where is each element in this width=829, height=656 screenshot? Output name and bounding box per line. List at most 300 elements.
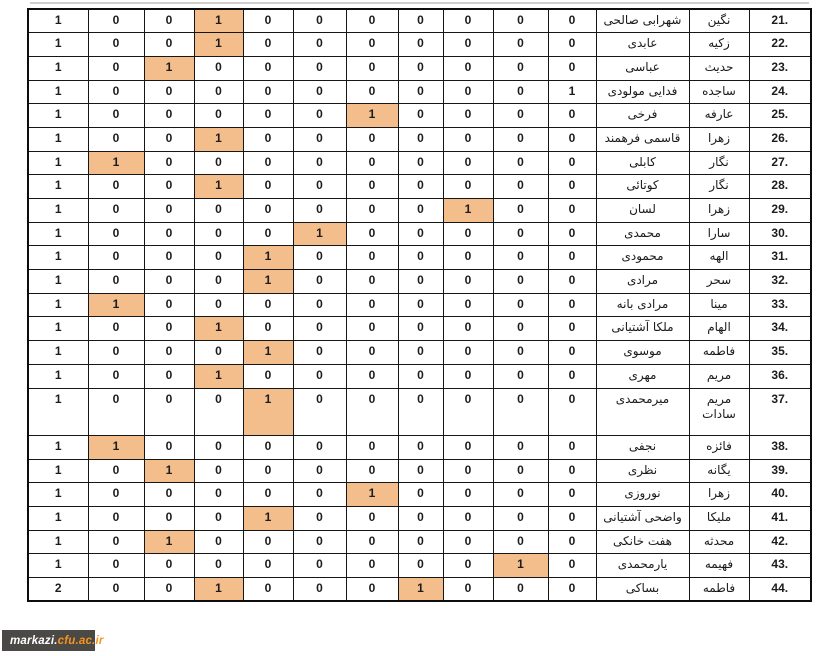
value-cell: 1 bbox=[28, 175, 88, 199]
value-cell: 0 bbox=[194, 483, 243, 507]
value-cell: 0 bbox=[443, 9, 493, 33]
row-number-cell: 22. bbox=[749, 33, 811, 57]
value-cell: 0 bbox=[243, 483, 293, 507]
value-cell: 0 bbox=[88, 530, 144, 554]
value-cell: 0 bbox=[293, 9, 346, 33]
table-row bbox=[28, 104, 811, 128]
value-cell: 1 bbox=[293, 222, 346, 246]
value-cell: 1 bbox=[346, 104, 398, 128]
family-name-cell: کابلی bbox=[596, 151, 689, 175]
value-cell: 0 bbox=[243, 578, 293, 602]
value-cell: 0 bbox=[443, 364, 493, 388]
value-cell: 0 bbox=[243, 435, 293, 459]
value-cell: 0 bbox=[346, 9, 398, 33]
value-cell: 0 bbox=[493, 80, 548, 104]
value-cell: 1 bbox=[194, 9, 243, 33]
value-cell: 0 bbox=[548, 578, 596, 602]
row-number-cell: 32. bbox=[749, 270, 811, 294]
family-name-cell: فرخی bbox=[596, 104, 689, 128]
value-cell: 0 bbox=[293, 459, 346, 483]
value-cell: 0 bbox=[293, 33, 346, 57]
family-name-cell: مهری bbox=[596, 364, 689, 388]
value-cell: 0 bbox=[548, 317, 596, 341]
value-cell: 0 bbox=[88, 270, 144, 294]
value-cell: 0 bbox=[194, 530, 243, 554]
value-cell: 0 bbox=[144, 578, 194, 602]
row-number-cell: 27. bbox=[749, 151, 811, 175]
family-name-cell: محمودی bbox=[596, 246, 689, 270]
value-cell: 0 bbox=[88, 388, 144, 435]
first-name-cell: ملیکا bbox=[689, 506, 749, 530]
value-cell: 0 bbox=[548, 459, 596, 483]
value-cell: 0 bbox=[243, 293, 293, 317]
first-name-cell: فاطمه bbox=[689, 341, 749, 365]
row-number-cell: 40. bbox=[749, 483, 811, 507]
value-cell: 0 bbox=[398, 388, 443, 435]
table-row bbox=[28, 9, 811, 33]
value-cell: 1 bbox=[28, 127, 88, 151]
value-cell: 1 bbox=[548, 80, 596, 104]
value-cell: 1 bbox=[28, 554, 88, 578]
value-cell: 0 bbox=[243, 33, 293, 57]
value-cell: 0 bbox=[194, 104, 243, 128]
value-cell: 0 bbox=[293, 293, 346, 317]
value-cell: 0 bbox=[346, 80, 398, 104]
value-cell: 0 bbox=[443, 578, 493, 602]
family-name-cell: یارمحمدی bbox=[596, 554, 689, 578]
family-name-cell: هفت خانکی bbox=[596, 530, 689, 554]
value-cell: 0 bbox=[88, 364, 144, 388]
value-cell: 0 bbox=[398, 506, 443, 530]
value-cell: 0 bbox=[293, 317, 346, 341]
value-cell: 0 bbox=[194, 246, 243, 270]
scan-edge-artifact bbox=[30, 2, 809, 4]
value-cell: 1 bbox=[28, 293, 88, 317]
value-cell: 0 bbox=[194, 506, 243, 530]
value-cell: 0 bbox=[493, 388, 548, 435]
table-row bbox=[28, 364, 811, 388]
value-cell: 0 bbox=[194, 341, 243, 365]
value-cell: 0 bbox=[243, 222, 293, 246]
value-cell: 1 bbox=[194, 127, 243, 151]
value-cell: 0 bbox=[398, 33, 443, 57]
value-cell: 0 bbox=[144, 293, 194, 317]
value-cell: 0 bbox=[88, 554, 144, 578]
value-cell: 1 bbox=[443, 199, 493, 223]
value-cell: 0 bbox=[243, 151, 293, 175]
family-name-cell: کوتائی bbox=[596, 175, 689, 199]
value-cell: 1 bbox=[28, 341, 88, 365]
table-row bbox=[28, 33, 811, 57]
value-cell: 0 bbox=[493, 270, 548, 294]
row-number-cell: 21. bbox=[749, 9, 811, 33]
value-cell: 0 bbox=[144, 199, 194, 223]
value-cell: 0 bbox=[398, 127, 443, 151]
row-number-cell: 26. bbox=[749, 127, 811, 151]
value-cell: 0 bbox=[346, 270, 398, 294]
family-name-cell: شهرابی صالحی bbox=[596, 9, 689, 33]
value-cell: 0 bbox=[346, 554, 398, 578]
family-name-cell: فدایی مولودی bbox=[596, 80, 689, 104]
value-cell: 0 bbox=[548, 9, 596, 33]
value-cell: 0 bbox=[88, 9, 144, 33]
value-cell: 0 bbox=[293, 530, 346, 554]
value-cell: 0 bbox=[548, 483, 596, 507]
value-cell: 1 bbox=[28, 317, 88, 341]
family-name-cell: قاسمی فرهمند bbox=[596, 127, 689, 151]
row-number-cell: 39. bbox=[749, 459, 811, 483]
family-name-cell: محمدی bbox=[596, 222, 689, 246]
value-cell: 0 bbox=[548, 56, 596, 80]
first-name-cell: سحر bbox=[689, 270, 749, 294]
table-row bbox=[28, 459, 811, 483]
table-row bbox=[28, 341, 811, 365]
value-cell: 0 bbox=[243, 530, 293, 554]
value-cell: 1 bbox=[28, 388, 88, 435]
value-cell: 0 bbox=[194, 388, 243, 435]
value-cell: 0 bbox=[346, 388, 398, 435]
value-cell: 0 bbox=[493, 199, 548, 223]
value-cell: 0 bbox=[548, 33, 596, 57]
row-number-cell: 23. bbox=[749, 56, 811, 80]
value-cell: 0 bbox=[144, 435, 194, 459]
value-cell: 1 bbox=[28, 246, 88, 270]
value-cell: 0 bbox=[194, 270, 243, 294]
value-cell: 0 bbox=[443, 222, 493, 246]
row-number-cell: 41. bbox=[749, 506, 811, 530]
family-name-cell: ملکا آشتیانی bbox=[596, 317, 689, 341]
value-cell: 0 bbox=[346, 127, 398, 151]
value-cell: 0 bbox=[293, 127, 346, 151]
value-cell: 0 bbox=[398, 175, 443, 199]
value-cell: 0 bbox=[144, 104, 194, 128]
value-cell: 0 bbox=[293, 151, 346, 175]
value-cell: 0 bbox=[194, 435, 243, 459]
family-name-cell: موسوی bbox=[596, 341, 689, 365]
value-cell: 0 bbox=[88, 104, 144, 128]
value-cell: 0 bbox=[493, 222, 548, 246]
value-cell: 0 bbox=[443, 388, 493, 435]
value-cell: 0 bbox=[293, 80, 346, 104]
value-cell: 0 bbox=[493, 506, 548, 530]
value-cell: 0 bbox=[493, 9, 548, 33]
value-cell: 0 bbox=[398, 80, 443, 104]
value-cell: 0 bbox=[293, 56, 346, 80]
value-cell: 0 bbox=[293, 483, 346, 507]
table-body bbox=[28, 9, 811, 601]
value-cell: 0 bbox=[493, 578, 548, 602]
value-cell: 0 bbox=[398, 151, 443, 175]
row-number-cell: 34. bbox=[749, 317, 811, 341]
value-cell: 0 bbox=[88, 578, 144, 602]
value-cell: 0 bbox=[548, 364, 596, 388]
value-cell: 0 bbox=[243, 175, 293, 199]
value-cell: 1 bbox=[28, 483, 88, 507]
value-cell: 0 bbox=[88, 459, 144, 483]
value-cell: 0 bbox=[346, 293, 398, 317]
value-cell: 0 bbox=[88, 506, 144, 530]
value-cell: 0 bbox=[144, 246, 194, 270]
value-cell: 0 bbox=[443, 33, 493, 57]
first-name-cell: سارا bbox=[689, 222, 749, 246]
value-cell: 0 bbox=[443, 435, 493, 459]
value-cell: 0 bbox=[493, 33, 548, 57]
value-cell: 0 bbox=[144, 9, 194, 33]
family-name-cell: بساکی bbox=[596, 578, 689, 602]
value-cell: 0 bbox=[194, 293, 243, 317]
first-name-cell: عارفه bbox=[689, 104, 749, 128]
value-cell: 0 bbox=[443, 104, 493, 128]
value-cell: 1 bbox=[28, 104, 88, 128]
value-cell: 1 bbox=[144, 530, 194, 554]
table-row bbox=[28, 270, 811, 294]
value-cell: 0 bbox=[144, 270, 194, 294]
value-cell: 1 bbox=[194, 33, 243, 57]
table-row bbox=[28, 151, 811, 175]
family-name-cell: نظری bbox=[596, 459, 689, 483]
value-cell: 0 bbox=[243, 554, 293, 578]
table-row bbox=[28, 246, 811, 270]
first-name-cell: فاطمه bbox=[689, 578, 749, 602]
value-cell: 0 bbox=[493, 435, 548, 459]
value-cell: 0 bbox=[443, 80, 493, 104]
value-cell: 1 bbox=[28, 33, 88, 57]
value-cell: 0 bbox=[293, 175, 346, 199]
value-cell: 0 bbox=[493, 483, 548, 507]
value-cell: 0 bbox=[144, 175, 194, 199]
first-name-cell: ساجده bbox=[689, 80, 749, 104]
family-name-cell: میرمحمدی bbox=[596, 388, 689, 435]
first-name-cell: محدثه bbox=[689, 530, 749, 554]
first-name-cell: یگانه bbox=[689, 459, 749, 483]
table-row bbox=[28, 317, 811, 341]
value-cell: 0 bbox=[194, 56, 243, 80]
first-name-cell: فائزه bbox=[689, 435, 749, 459]
value-cell: 0 bbox=[548, 341, 596, 365]
value-cell: 0 bbox=[243, 364, 293, 388]
first-name-cell: فهیمه bbox=[689, 554, 749, 578]
value-cell: 0 bbox=[88, 317, 144, 341]
value-cell: 0 bbox=[346, 364, 398, 388]
family-name-cell: لسان bbox=[596, 199, 689, 223]
value-cell: 0 bbox=[144, 388, 194, 435]
value-cell: 1 bbox=[28, 151, 88, 175]
first-name-cell: زهرا bbox=[689, 127, 749, 151]
value-cell: 1 bbox=[88, 293, 144, 317]
table-row bbox=[28, 388, 811, 435]
family-name-cell: عباسی bbox=[596, 56, 689, 80]
value-cell: 0 bbox=[493, 530, 548, 554]
value-cell: 0 bbox=[443, 56, 493, 80]
value-cell: 0 bbox=[493, 104, 548, 128]
first-name-cell: زکیه bbox=[689, 33, 749, 57]
value-cell: 0 bbox=[443, 317, 493, 341]
value-cell: 0 bbox=[293, 246, 346, 270]
value-cell: 0 bbox=[548, 270, 596, 294]
family-name-cell: نوروزی bbox=[596, 483, 689, 507]
value-cell: 0 bbox=[493, 341, 548, 365]
value-cell: 0 bbox=[243, 317, 293, 341]
value-cell: 1 bbox=[28, 270, 88, 294]
value-cell: 0 bbox=[493, 151, 548, 175]
value-cell: 0 bbox=[398, 483, 443, 507]
value-cell: 0 bbox=[398, 459, 443, 483]
family-name-cell: واضحی آشتیانی bbox=[596, 506, 689, 530]
value-cell: 0 bbox=[293, 199, 346, 223]
value-cell: 0 bbox=[548, 199, 596, 223]
first-name-cell: مریم bbox=[689, 364, 749, 388]
value-cell: 0 bbox=[443, 127, 493, 151]
first-name-cell: نگار bbox=[689, 151, 749, 175]
value-cell: 1 bbox=[28, 199, 88, 223]
row-number-cell: 42. bbox=[749, 530, 811, 554]
value-cell: 1 bbox=[28, 56, 88, 80]
value-cell: 0 bbox=[243, 9, 293, 33]
value-cell: 0 bbox=[398, 9, 443, 33]
value-cell: 0 bbox=[443, 483, 493, 507]
first-name-cell: حدیث bbox=[689, 56, 749, 80]
value-cell: 0 bbox=[493, 175, 548, 199]
value-cell: 0 bbox=[346, 459, 398, 483]
value-cell: 0 bbox=[443, 459, 493, 483]
table-row bbox=[28, 199, 811, 223]
value-cell: 0 bbox=[443, 175, 493, 199]
value-cell: 0 bbox=[398, 293, 443, 317]
value-cell: 0 bbox=[346, 578, 398, 602]
value-cell: 0 bbox=[88, 199, 144, 223]
value-cell: 1 bbox=[243, 246, 293, 270]
value-cell: 1 bbox=[28, 530, 88, 554]
table-row bbox=[28, 222, 811, 246]
table-row bbox=[28, 530, 811, 554]
value-cell: 0 bbox=[398, 317, 443, 341]
value-cell: 0 bbox=[398, 104, 443, 128]
value-cell: 0 bbox=[443, 341, 493, 365]
value-cell: 0 bbox=[548, 104, 596, 128]
value-cell: 1 bbox=[243, 341, 293, 365]
table-row bbox=[28, 56, 811, 80]
value-cell: 0 bbox=[493, 317, 548, 341]
site-watermark bbox=[2, 630, 104, 651]
value-cell: 0 bbox=[346, 56, 398, 80]
value-cell: 0 bbox=[293, 435, 346, 459]
value-cell: 0 bbox=[144, 554, 194, 578]
value-cell: 1 bbox=[194, 578, 243, 602]
value-cell: 0 bbox=[493, 293, 548, 317]
value-cell: 1 bbox=[243, 506, 293, 530]
first-name-cell: نگین bbox=[689, 9, 749, 33]
value-cell: 0 bbox=[88, 483, 144, 507]
value-cell: 1 bbox=[194, 175, 243, 199]
value-cell: 0 bbox=[293, 578, 346, 602]
value-cell: 0 bbox=[88, 80, 144, 104]
value-cell: 1 bbox=[28, 222, 88, 246]
table-row bbox=[28, 483, 811, 507]
value-cell: 0 bbox=[144, 151, 194, 175]
row-number-cell: 25. bbox=[749, 104, 811, 128]
value-cell: 0 bbox=[493, 246, 548, 270]
table-row bbox=[28, 80, 811, 104]
value-cell: 0 bbox=[194, 199, 243, 223]
value-cell: 0 bbox=[548, 506, 596, 530]
table-row bbox=[28, 293, 811, 317]
row-number-cell: 36. bbox=[749, 364, 811, 388]
row-number-cell: 37. bbox=[749, 388, 811, 435]
value-cell: 0 bbox=[398, 435, 443, 459]
value-cell: 0 bbox=[346, 33, 398, 57]
value-cell: 0 bbox=[346, 246, 398, 270]
value-cell: 1 bbox=[144, 56, 194, 80]
value-cell: 0 bbox=[548, 554, 596, 578]
value-cell: 0 bbox=[346, 317, 398, 341]
row-number-cell: 31. bbox=[749, 246, 811, 270]
value-cell: 0 bbox=[443, 293, 493, 317]
value-cell: 0 bbox=[194, 459, 243, 483]
table-row bbox=[28, 578, 811, 602]
value-cell: 0 bbox=[346, 175, 398, 199]
value-cell: 1 bbox=[28, 435, 88, 459]
table-row bbox=[28, 554, 811, 578]
row-number-cell: 30. bbox=[749, 222, 811, 246]
site-watermark-prefix: markazi. bbox=[10, 634, 58, 647]
value-cell: 0 bbox=[398, 270, 443, 294]
value-cell: 0 bbox=[293, 104, 346, 128]
value-cell: 0 bbox=[443, 530, 493, 554]
value-cell: 0 bbox=[346, 341, 398, 365]
value-cell: 0 bbox=[548, 435, 596, 459]
value-cell: 0 bbox=[293, 506, 346, 530]
value-cell: 1 bbox=[398, 578, 443, 602]
value-cell: 0 bbox=[398, 364, 443, 388]
value-cell: 0 bbox=[88, 222, 144, 246]
table-row bbox=[28, 435, 811, 459]
value-cell: 0 bbox=[88, 246, 144, 270]
row-number-cell: 38. bbox=[749, 435, 811, 459]
value-cell: 0 bbox=[88, 175, 144, 199]
value-cell: 0 bbox=[293, 364, 346, 388]
table-row bbox=[28, 127, 811, 151]
value-cell: 0 bbox=[293, 554, 346, 578]
value-cell: 0 bbox=[443, 554, 493, 578]
value-cell: 0 bbox=[548, 388, 596, 435]
value-cell: 0 bbox=[398, 199, 443, 223]
attendance-table bbox=[27, 8, 812, 602]
value-cell: 0 bbox=[493, 459, 548, 483]
table-row bbox=[28, 506, 811, 530]
value-cell: 1 bbox=[88, 151, 144, 175]
value-cell: 0 bbox=[398, 341, 443, 365]
value-cell: 1 bbox=[493, 554, 548, 578]
value-cell: 1 bbox=[28, 9, 88, 33]
value-cell: 0 bbox=[194, 151, 243, 175]
value-cell: 0 bbox=[144, 506, 194, 530]
value-cell: 0 bbox=[548, 127, 596, 151]
value-cell: 0 bbox=[88, 341, 144, 365]
value-cell: 0 bbox=[346, 222, 398, 246]
value-cell: 0 bbox=[144, 317, 194, 341]
table-row bbox=[28, 175, 811, 199]
value-cell: 0 bbox=[243, 80, 293, 104]
value-cell: 1 bbox=[243, 388, 293, 435]
value-cell: 0 bbox=[548, 175, 596, 199]
value-cell: 1 bbox=[28, 80, 88, 104]
value-cell: 1 bbox=[28, 364, 88, 388]
value-cell: 0 bbox=[243, 199, 293, 223]
value-cell: 0 bbox=[443, 246, 493, 270]
family-name-cell: نجفی bbox=[596, 435, 689, 459]
value-cell: 0 bbox=[243, 459, 293, 483]
value-cell: 0 bbox=[443, 270, 493, 294]
